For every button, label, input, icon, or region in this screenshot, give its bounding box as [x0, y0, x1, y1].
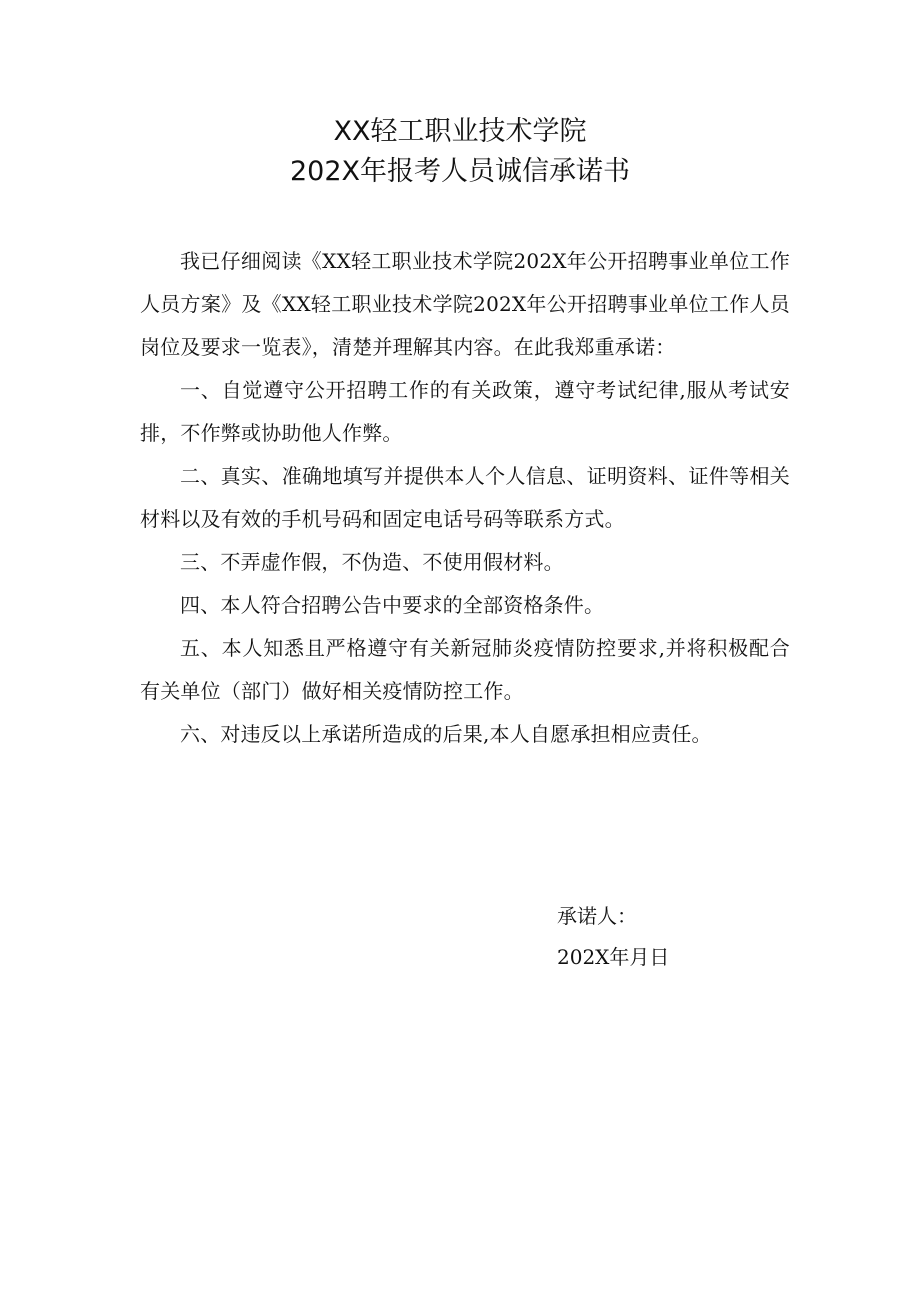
signature-label: 承诺人：	[557, 904, 637, 928]
pledge-body	[140, 240, 790, 756]
pledge-item-6: 六、对违反以上承诺所造成的后果,本人自愿承担相应责任。	[180, 722, 712, 746]
pledge-item-5: 五、本人知悉且严格遵守有关新冠肺炎疫情防控要求,并将积极配合有关单位（部门）做好相关疫情防控工作。	[140, 636, 790, 703]
pledge-item-4: 四、本人符合招聘公告中要求的全部资格条件。	[180, 593, 605, 617]
document-title-institution: XX轻工职业技术学院	[333, 116, 587, 147]
date-line: 202X年月日	[557, 945, 670, 969]
pledge-item-1: 一、自觉遵守公开招聘工作的有关政策，遵守考试纪律,服从考试安排，不作弊或协助他人作弊。	[140, 378, 790, 445]
pledge-item-2: 二、真实、准确地填写并提供本人个人信息、证明资料、证件等相关材料以及有效的手机号码和固定电话号码等联系方式。	[140, 464, 790, 531]
document-title-pledge: 202X年报考人员诚信承诺书	[289, 156, 631, 187]
pledge-item-3: 三、不弄虚作假，不伪造、不使用假材料。	[180, 550, 564, 574]
intro-paragraph: 我已仔细阅读《XX轻工职业技术学院202X年公开招聘事业单位工作人员方案》及《XX轻工职业技术学院202X年公开招聘事业单位工作人员岗位及要求一览表》，清楚并理解其内容。在此我郑重承诺：	[140, 249, 790, 359]
